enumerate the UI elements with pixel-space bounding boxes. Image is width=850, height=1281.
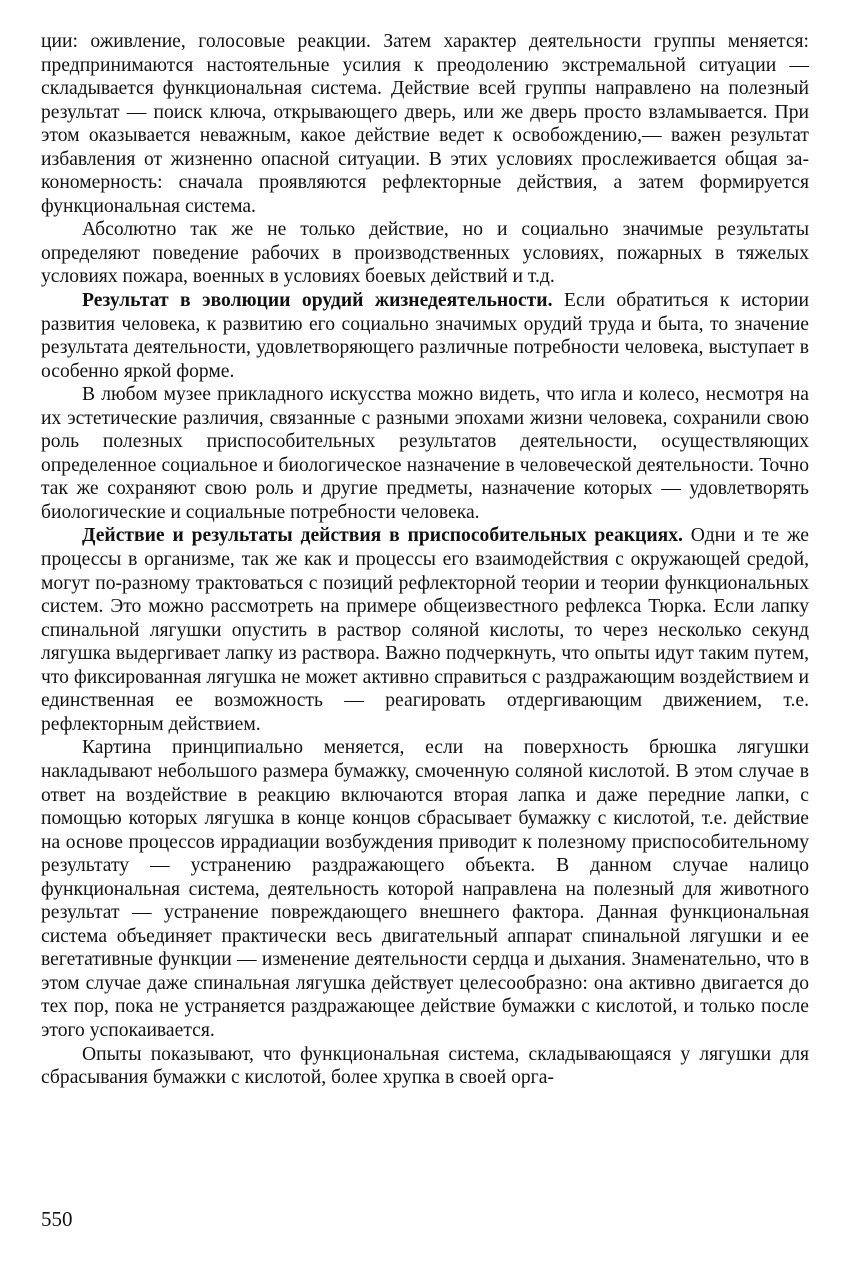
paragraph-5-text: Одни и те же процессы в организме, так же как и процессы его взаимодействия с окружающей средой, могут по-разному трактоваться с позиций рефлекторной теории и теории функциональных систем. Это можно рассмотреть на примере общеизвестного рефлекса Тюрка. Если лапку спинальной лягушки опустить в раствор соляной кислоты, то через несколько секунд лягушка выдергивает лапку из раствора. Важно подчеркнуть, что опыты идут таким путем, что фиксированная лягушка не может активно справиться с раздражающим воздействием и единственная ее возможность — реагировать отдергивающим движением, т.е. рефлекторным действием. <box>41 525 809 735</box>
paragraph-6-text: Картина принципиально меняется, если на поверхность брюшка лягушки накладывают небольшого размера бумажку, смоченную соляной кислотой. В этом случае в ответ на воздействие в реакцию включаются вторая лапка и даже передние лапки, с помощью которых лягушка в конце концов сбрасывает бумажку с кислотой, т.е. действие на основе процессов иррадиации возбуждения приводит к полезному приспособительному результату — устранению раздражающего объекта. В данном случае налицо функциональная система, деятельность которой направлена на полезный для животного результат — устранение повреждающего внешнего фактора. Данная функциональная система объединяет практически весь двигательный аппарат спинальной лягушки и ее вегетативные функции — изменение деятельности сердца и дыхания. Знаменательно, что в этом случае даже спинальная лягушка действует целесообразно: она активно двигается до тех пор, пока не устраняется раздражающее действие бумажки с кислотой, и только после этого успокаивается. <box>41 737 809 1041</box>
page-number: 550 <box>41 1207 73 1231</box>
paragraph-4-text: В любом музее прикладного искусства можно видеть, что игла и колесо, несмотря на их эстетические различия, связанные с разными эпохами жизни человека, сохранили свою роль полезных приспособительных результатов деятельности, осуществляющих определенное социальное и биологическое назначение в человеческой деятельности. Точно так же сохраняют свою роль и другие предметы, назначение которых — удовлетворять биологические и социальные потребности человека. <box>41 384 809 523</box>
paragraph-7-text: Опыты показывают, что функциональная система, складывающаяся у лягушки для сбрасывания бумажки с кислотой, более хрупка в своей орга- <box>41 1043 809 1089</box>
paragraph-4 <box>41 383 809 524</box>
paragraph-1 <box>41 30 809 218</box>
paragraph-2-text: Абсолютно так же не только действие, но и социально значимые результаты определяют поведение рабочих в производственных условиях, пожарных в тяжелых условиях пожара, военных в условиях боевых действий и т.д. <box>41 219 809 288</box>
paragraph-3 <box>41 289 809 383</box>
paragraph-6 <box>41 736 809 1042</box>
paragraph-1-text: ции: оживление, голосовые реакции. Затем характер деятельности группы меняется: предпринимаются настоятельные усилия к преодолению экстремальной ситуации — складывается функциональная система. Действие всей группы направлено на полезный результат — поиск ключа, открывающего дверь, или же дверь просто взламывается. При этом оказывается неважным, какое действие ведет к освобождению,— важен результат избавления от жизненно опасной ситуации. В этих условиях прослеживается общая закономерность: сначала проявляются рефлекторные действия, а затем формируется функциональная система. <box>41 31 809 217</box>
paragraph-3-text: Если обратиться к истории развития человека, к развитию его социально значимых орудий труда и быта, то значение результата деятельности, удовлетворяющего различные потребности человека, выступает в особенно яркой форме. <box>41 290 810 382</box>
section-heading-adaptive-reactions: Действие и результаты действия в приспособительных реакциях. <box>82 525 683 547</box>
paragraph-5 <box>41 524 809 736</box>
paragraph-2 <box>41 218 809 289</box>
section-heading-tools-evolution: Результат в эволюции орудий жизнедеятельности. <box>82 290 553 312</box>
paragraph-7 <box>41 1043 809 1090</box>
body-text <box>41 30 809 1090</box>
